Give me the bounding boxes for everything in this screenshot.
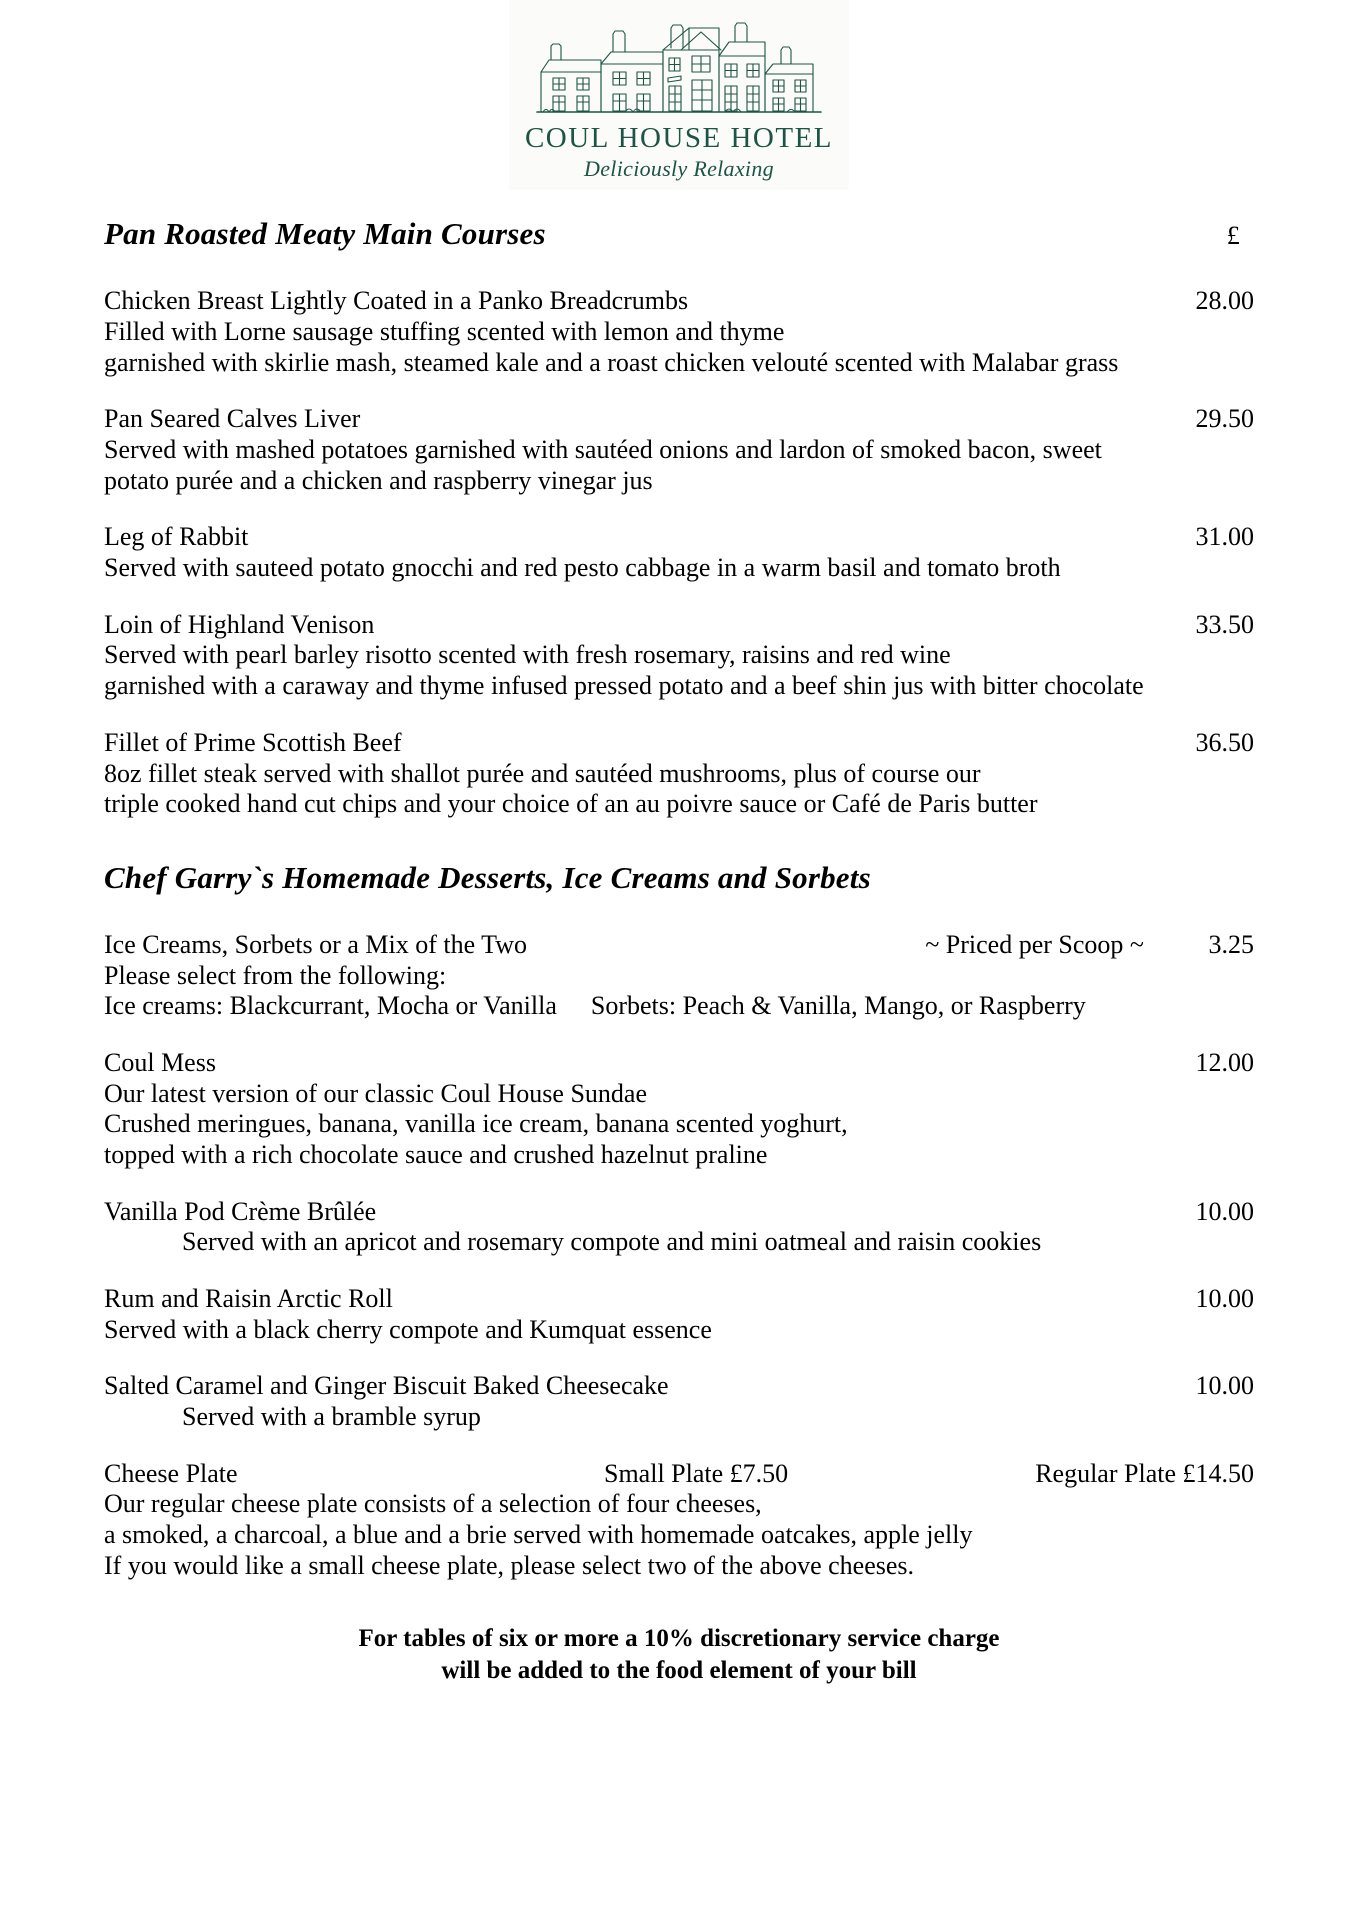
menu-item-description: Served with a black cherry compote and Kumquat essence [104, 1314, 712, 1344]
menu-item-price: 33.50 [1195, 609, 1254, 639]
brand-name: COUL HOUSE HOTEL [524, 122, 834, 154]
menu-item [104, 1371, 1254, 1432]
menu-item-name: Vanilla Pod Crème Brûlée [104, 1196, 377, 1226]
cheese-small-price: Small Plate £7.50 [604, 1458, 789, 1488]
menu-item [104, 728, 1254, 820]
menu-item-name: Loin of Highland Venison [104, 609, 375, 639]
hotel-building-line-art-icon [529, 16, 829, 121]
cheese-regular-price: Regular Plate £14.50 [1035, 1458, 1254, 1488]
menu-item-name: Chicken Breast Lightly Coated in a Panko Breadcrumbs [104, 286, 689, 316]
menu-item [104, 610, 1254, 702]
menu-item-description: Served with an apricot and rosemary compote and mini oatmeal and raisin cookies [182, 1227, 1042, 1257]
menu-item [104, 522, 1254, 583]
menu-item [104, 1197, 1254, 1258]
menu-item-description: Our latest version of our classic Coul House Sundae [104, 1078, 648, 1108]
menu-item-description: Our regular cheese plate consists of a selection of four cheeses, [104, 1489, 762, 1519]
sorbet-flavours: Sorbets: Peach & Vanilla, Mango, or Raspberry [590, 991, 1086, 1021]
menu-item-price: 28.00 [1195, 286, 1254, 316]
menu-item-description: Served with a bramble syrup [182, 1401, 481, 1431]
menu-item-name: Salted Caramel and Ginger Biscuit Baked Cheesecake [104, 1371, 669, 1401]
menu-item-description: topped with a rich chocolate sauce and crushed hazelnut praline [104, 1139, 768, 1169]
menu-item [104, 1048, 1254, 1171]
menu-item-cheese-plate [104, 1459, 1254, 1582]
menu-item-name: Leg of Rabbit [104, 522, 249, 552]
menu-item [104, 286, 1254, 378]
service-charge-line-1: For tables of six or more a 10% discretionary service charge [358, 1625, 1000, 1653]
brand-tagline: Deliciously Relaxing [584, 156, 774, 182]
menu-item-price: 29.50 [1195, 404, 1254, 434]
menu-item-price: 36.50 [1195, 727, 1254, 757]
menu-item-description: garnished with a caraway and thyme infused pressed potato and a beef shin jus with bitter chocolate [104, 671, 1144, 701]
menu-item [104, 1284, 1254, 1345]
menu-item-name: Ice Creams, Sorbets or a Mix of the Two [104, 929, 527, 959]
menu-item-name: Pan Seared Calves Liver [104, 404, 361, 434]
menu-item-name: Rum and Raisin Arctic Roll [104, 1283, 393, 1313]
menu-item-description: a smoked, a charcoal, a blue and a brie served with homemade oatcakes, apple jelly [104, 1519, 973, 1549]
menu-item-description: Filled with Lorne sausage stuffing scented with lemon and thyme [104, 317, 785, 347]
menu-item-name: Cheese Plate [104, 1458, 238, 1488]
menu-item-description: Crushed meringues, banana, vanilla ice cream, banana scented yoghurt, [104, 1109, 848, 1139]
menu-item-name: Coul Mess [104, 1047, 216, 1077]
menu-item-price: 31.00 [1195, 522, 1254, 552]
menu-item-note: ~ Priced per Scoop ~ [925, 929, 1144, 959]
menu-item-description: 8oz fillet steak served with shallot purée and sautéed mushrooms, plus of course our [104, 758, 981, 788]
flavour-options [104, 991, 1254, 1022]
section-heading-desserts [104, 860, 1254, 896]
menu-item-description: garnished with skirlie mash, steamed kale and a roast chicken velouté scented with Malabar grass [104, 347, 1119, 377]
service-charge-line-2: will be added to the food element of your bill [441, 1656, 917, 1684]
menu-item-description: If you would like a small cheese plate, please select two of the above cheeses. [104, 1550, 915, 1580]
currency-symbol: £ [1226, 221, 1240, 251]
menu-item [104, 404, 1254, 496]
menu-item-price: 10.00 [1195, 1371, 1254, 1401]
hotel-logo [509, 0, 849, 190]
menu-item-price: 10.00 [1195, 1283, 1254, 1313]
ice-cream-flavours: Ice creams: Blackcurrant, Mocha or Vanilla [104, 991, 557, 1021]
menu-item-description: Please select from the following: [104, 960, 447, 990]
menu-item-description: triple cooked hand cut chips and your choice of an au poivre sauce or Café de Paris butter [104, 789, 1038, 819]
service-charge-notice [104, 1623, 1254, 1686]
menu-item-price: 12.00 [1195, 1047, 1254, 1077]
menu-item-name: Fillet of Prime Scottish Beef [104, 727, 402, 757]
menu-item-price: 3.25 [1208, 929, 1254, 959]
menu-item-description: potato purée and a chicken and raspberry vinegar jus [104, 465, 653, 495]
section-heading-mains [104, 216, 1254, 252]
menu-item-description: Served with sauteed potato gnocchi and red pesto cabbage in a warm basil and tomato broth [104, 553, 1061, 583]
section-title-mains: Pan Roasted Meaty Main Courses [104, 216, 546, 252]
menu-item-description: Served with mashed potatoes garnished with sautéed onions and lardon of smoked bacon, sweet [104, 435, 1102, 465]
menu-item-description: Served with pearl barley risotto scented with fresh rosemary, raisins and red wine [104, 640, 951, 670]
spacer [557, 991, 591, 1022]
section-title-desserts: Chef Garry`s Homemade Desserts, Ice Creams and Sorbets [104, 859, 871, 895]
menu-item-price: 10.00 [1195, 1196, 1254, 1226]
menu-item [104, 930, 1254, 1022]
menu-content [0, 216, 1358, 1685]
